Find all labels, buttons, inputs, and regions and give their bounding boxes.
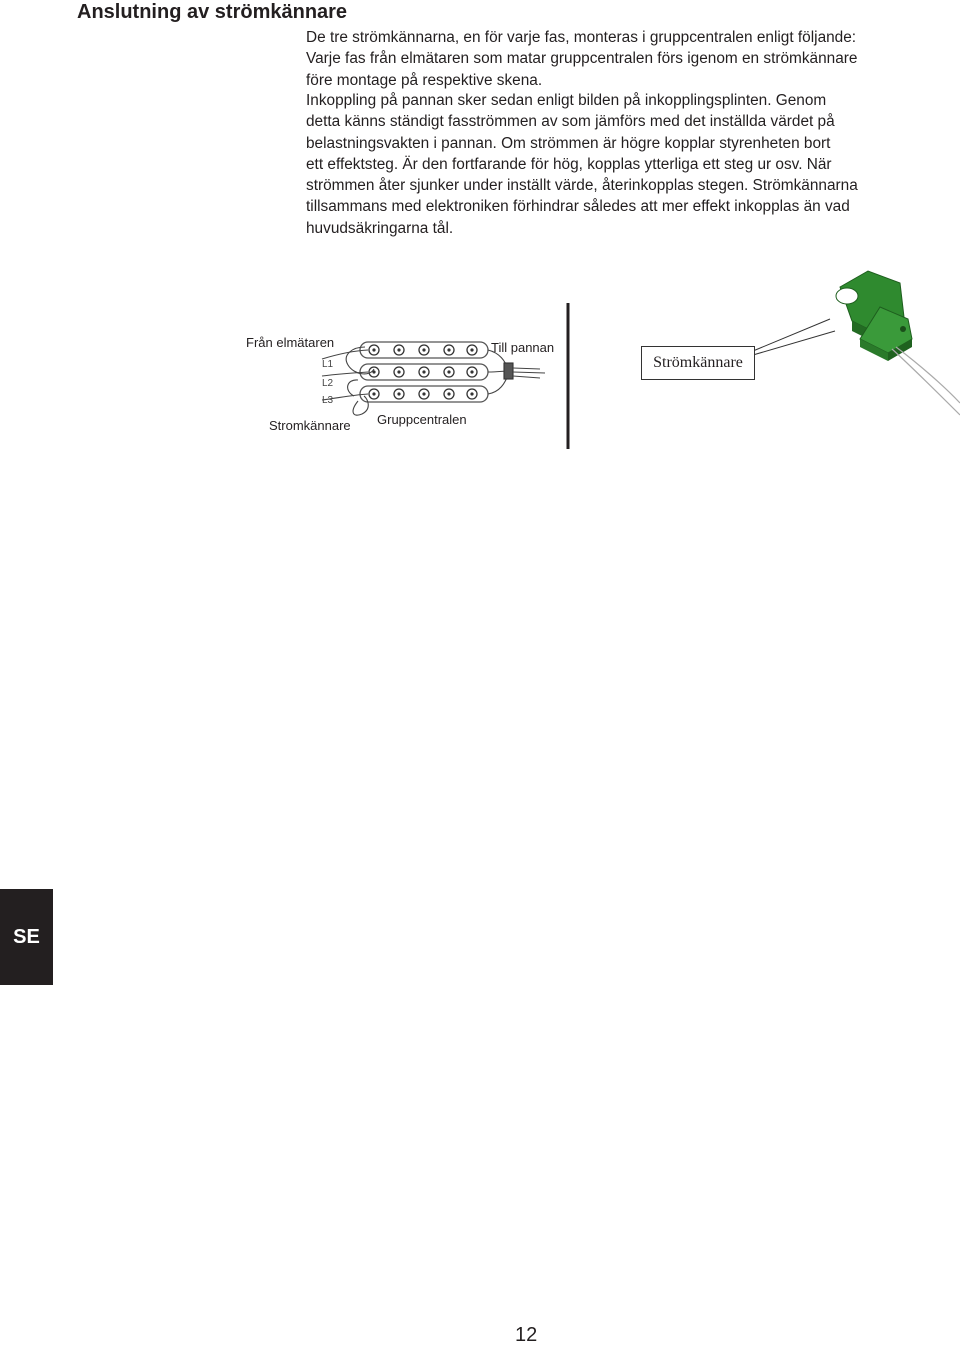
- phase-label: L2: [322, 378, 334, 389]
- paragraph-intro: [306, 27, 946, 91]
- paragraph-line: huvudsäkringarna tål.: [306, 219, 454, 237]
- page-heading: Anslutning av strömkännare: [77, 1, 348, 23]
- label-to-boiler: Till pannan: [491, 340, 555, 355]
- language-tab: SE: [0, 889, 53, 985]
- current-sensor-illustration: [836, 271, 960, 415]
- paragraph-line: De tre strömkännarna, en för varje fas, monteras i gruppcentralen enligt följande:: [306, 29, 857, 46]
- paragraph-description: [306, 90, 946, 239]
- label-current-sensor: Stromkännare: [269, 418, 351, 433]
- sensor-callout-box: Strömkännare: [641, 346, 755, 380]
- paragraph-line: strömmen åter sjunker under inställt värde, återinkopplas stegen. Strömkännarna: [306, 177, 858, 195]
- callout-lines: [753, 319, 835, 355]
- paragraph-line: detta känns ständigt fasströmmen av som jämförs med det inställda värdet på: [306, 113, 835, 131]
- paragraph-line: belastningsvakten i pannan. Om strömmen är högre kopplar styrenheten bort: [306, 134, 831, 152]
- phase-label: L3: [322, 395, 334, 406]
- phase-label: L1: [322, 359, 334, 370]
- paragraph-line: Varje fas från elmätaren som matar gruppcentralen förs igenom en strömkännare: [306, 50, 858, 68]
- page-number: 12: [515, 1324, 538, 1346]
- outgoing-wires: [488, 350, 545, 394]
- wiring-diagram: [240, 265, 960, 455]
- paragraph-line: ett effektsteg. Är den fortfarande för hög, kopplas ytterliga ett steg ur osv. När: [306, 155, 832, 173]
- paragraph-line: Inkoppling på pannan sker sedan enligt bilden på inkopplingsplinten. Genom: [306, 92, 827, 109]
- label-from-meter: Från elmätaren: [246, 335, 335, 350]
- paragraph-line: tillsammans med elektroniken förhindrar således att mer effekt inkopplas än vad: [306, 198, 850, 216]
- label-group-center: Gruppcentralen: [377, 412, 467, 427]
- paragraph-line: före montage på respektive skena.: [306, 71, 543, 89]
